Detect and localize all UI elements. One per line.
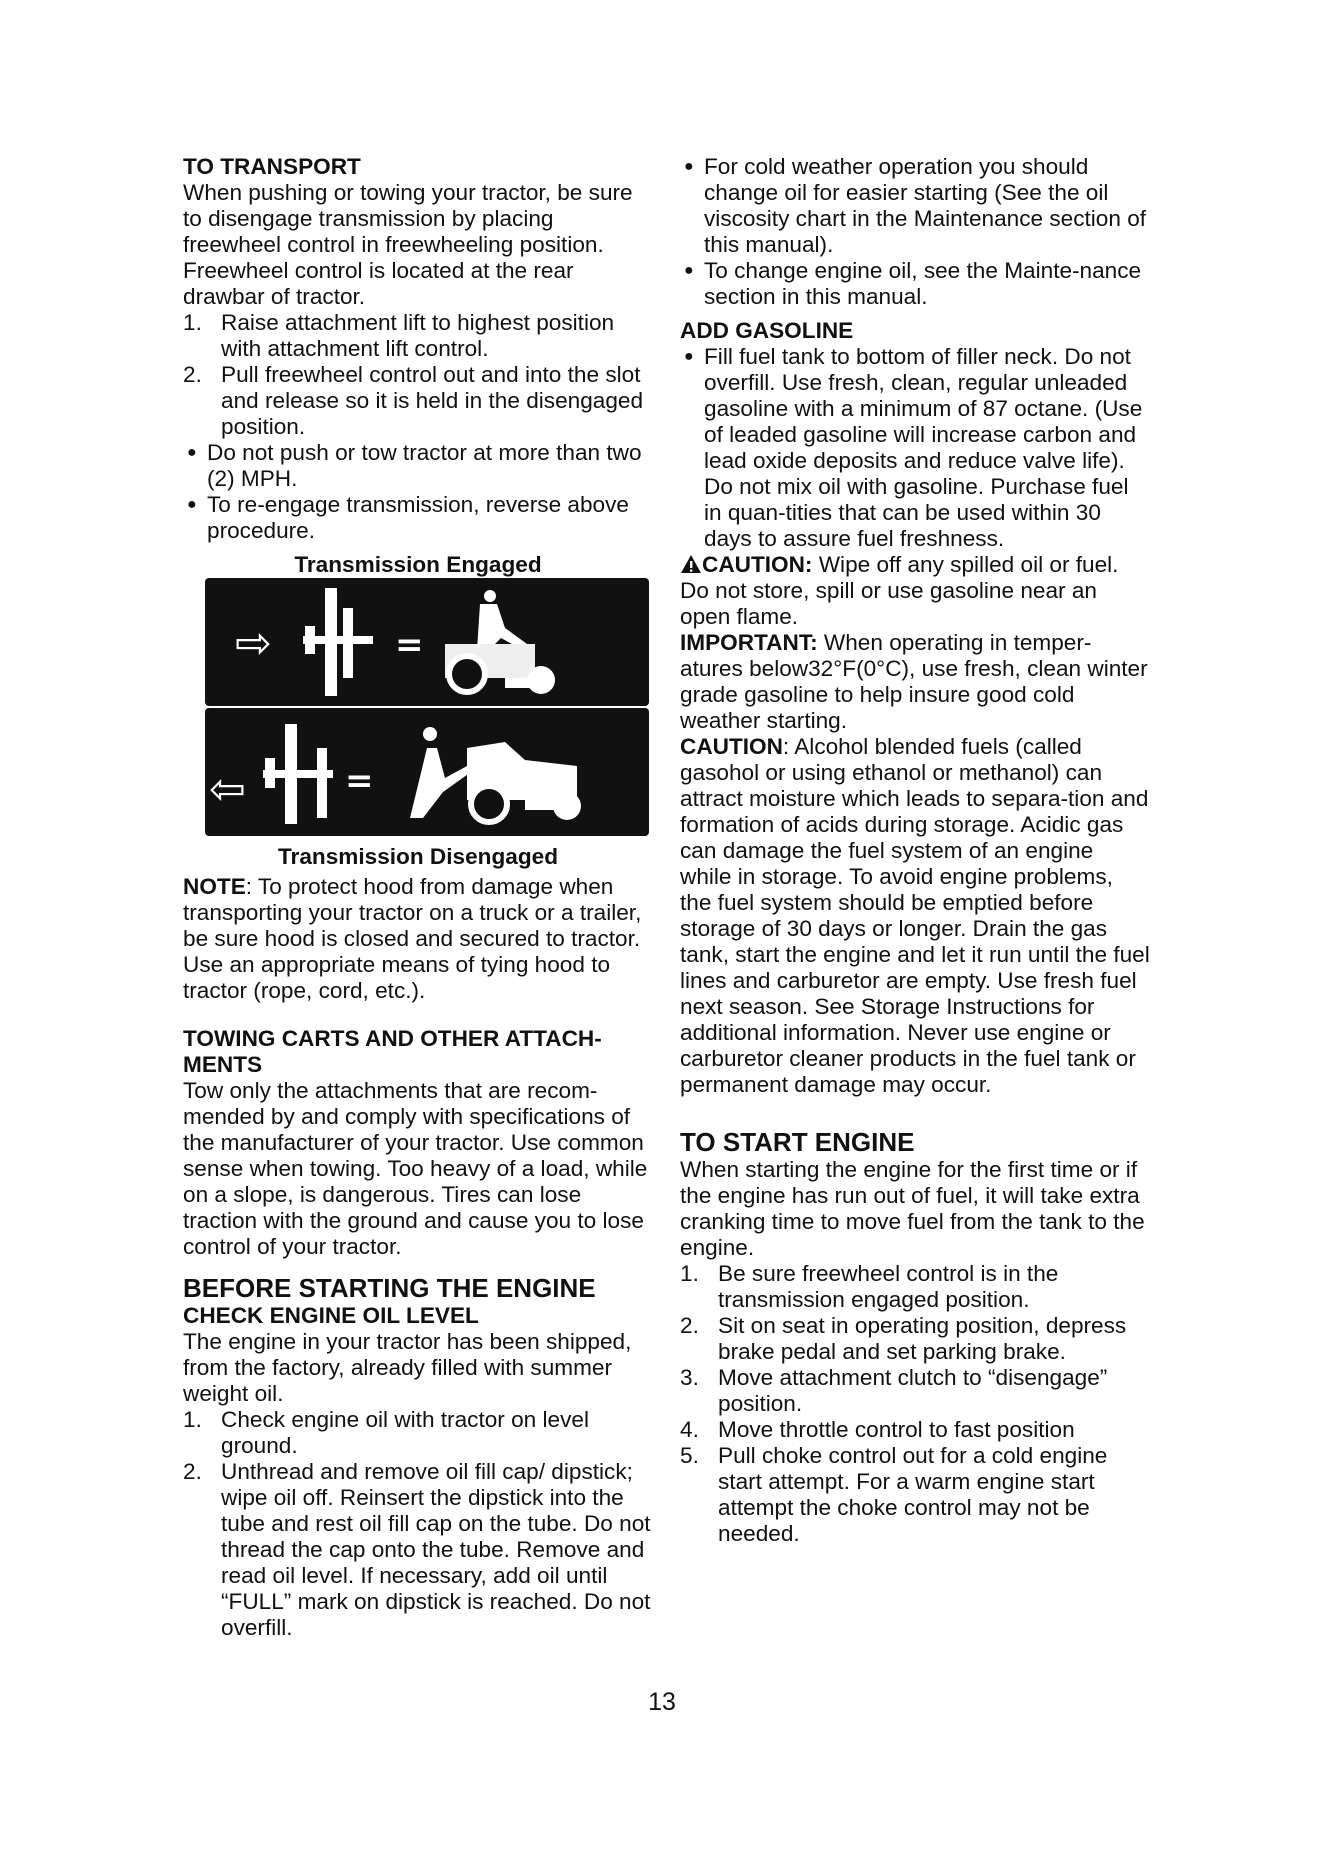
list-item: 1. Check engine oil with tractor on level ground.: [183, 1407, 589, 1458]
oil-text: The engine in your tractor has been shipped, from the factory, already filled with summer weight oil.: [183, 1329, 632, 1406]
transport-heading: TO TRANSPORT: [183, 154, 361, 179]
start-steps: [680, 1261, 1150, 1547]
list-item: 1. Be sure freewheel control is in the transmission engaged position.: [680, 1261, 1059, 1312]
check-oil-heading: CHECK ENGINE OIL LEVEL: [183, 1303, 479, 1328]
arrow-left-icon: ⇦: [209, 764, 246, 815]
list-item: 1. Raise attachment lift to highest position with attachment lift control.: [183, 310, 615, 361]
figure-caption-engaged: Transmission Engaged: [294, 552, 542, 577]
svg-text:=: =: [345, 761, 374, 801]
push-tractor-icon: [410, 727, 581, 822]
arrow-right-icon: ⇨: [235, 618, 272, 669]
left-column: [183, 154, 653, 1641]
gasoline-bullets: [680, 344, 1150, 552]
transport-steps: [183, 310, 653, 440]
towing-text: Tow only the attachments that are recom-mended by and comply with specifications of the manufacturer of your tractor. Use common sense when towing. Too heavy of a load, while on a slope, is dangerous. Tires can lose traction with the ground and cause you to lose control of your tractor.: [183, 1078, 648, 1259]
list-item: 4. Move throttle control to fast position: [680, 1417, 1075, 1442]
add-gasoline-heading: ADD GASOLINE: [680, 318, 854, 343]
figure-caption-disengaged: Transmission Disengaged: [278, 844, 558, 869]
list-item: ● To re-engage transmission, reverse above procedure.: [187, 492, 629, 543]
transmission-engaged-figure: [205, 578, 649, 706]
list-item: ● To change engine oil, see the Mainte-nance section in this manual.: [684, 258, 1142, 309]
oil-bullets: [680, 154, 1150, 310]
list-item: 2. Unthread and remove oil fill cap/ dipstick; wipe oil off. Reinsert the dipstick into the tube and rest oil fill cap on the tube. Do not thread the cap onto the tube. Remove and read oil level. If necessary, add oil until “FULL” mark on dipstick is reached. Do not overfill.: [183, 1459, 651, 1640]
list-item: ● Fill fuel tank to bottom of filler neck. Do not overfill. Use fresh, clean, regular unleaded gasoline with a minimum of 87 octane. (Use of leaded gasoline will increase carbon and lead oxide deposits and reduce valve life). Do not mix oil with gasoline. Purchase fuel in quan-tities that can be used within 30 days to assure fuel freshness.: [684, 344, 1143, 551]
start-engine-heading: TO START ENGINE: [680, 1127, 915, 1157]
tractor-icon: [445, 590, 555, 694]
transmission-disengaged-figure: [205, 708, 649, 836]
transport-bullets: [183, 440, 653, 544]
right-column: [680, 154, 1150, 1547]
list-item: 2. Sit on seat in operating position, depress brake pedal and set parking brake.: [680, 1313, 1127, 1364]
list-item: 2. Pull freewheel control out and into the slot and release so it is held in the disengaged position.: [183, 362, 644, 439]
page-number: 13: [648, 1688, 676, 1716]
list-item: ● Do not push or tow tractor at more than two (2) MPH.: [187, 440, 642, 491]
before-starting-heading: BEFORE STARTING THE ENGINE: [183, 1273, 596, 1303]
start-text: When starting the engine for the first time or if the engine has run out of fuel, it will take extra cranking time to move fuel from the tank to the engine.: [680, 1157, 1145, 1260]
list-item: ● For cold weather operation you should change oil for easier starting (See the oil viscosity chart in the Maintenance section of this manual).: [684, 154, 1147, 257]
towing-heading: TOWING CARTS AND OTHER ATTACH-MENTS: [183, 1026, 602, 1077]
svg-text:=: =: [395, 625, 424, 665]
caution-alcohol-paragraph: CAUTION: Alcohol blended fuels (called gasohol or using ethanol or methanol) can attract moisture which leads to separa-tion and formation of acids during storage. Acidic gas can damage the fuel system of an engine while in storage. To avoid engine problems, the fuel system should be emptied before storage of 30 days or longer. Drain the gas tank, start the engine and let it run until the fuel lines and carburetor are empty. Use fresh fuel next season. See Storage Instructions for additional information. Never use engine or carburetor cleaner products in the fuel tank or permanent damage may occur.: [680, 734, 1150, 1097]
freewheel-rod-icon: [263, 724, 333, 824]
list-item: 5. Pull choke control out for a cold engine start attempt. For a warm engine start attempt the choke control may not be needed.: [680, 1443, 1108, 1546]
transport-text: When pushing or towing your tractor, be sure to disengage transmission by placing freewheel control in freewheeling position. Freewheel control is located at the rear drawbar of tractor.: [183, 180, 633, 309]
warning-triangle-icon: [680, 554, 702, 574]
list-item: 3. Move attachment clutch to “disengage” position.: [680, 1365, 1108, 1416]
important-paragraph: IMPORTANT: When operating in temper-atures below32°F(0°C), use fresh, clean winter grade gasoline to help insure good cold weather starting.: [680, 630, 1148, 733]
note-paragraph: NOTE: To protect hood from damage when transporting your tractor on a truck or a trailer, be sure hood is closed and secured to tractor. Use an appropriate means of tying hood to tractor (rope, cord, etc.).: [183, 874, 642, 1003]
freewheel-rod-icon: [303, 588, 373, 696]
oil-steps: [183, 1407, 653, 1641]
caution-paragraph: CAUTION: Wipe off any spilled oil or fuel. Do not store, spill or use gasoline near an open flame.: [680, 552, 1119, 629]
